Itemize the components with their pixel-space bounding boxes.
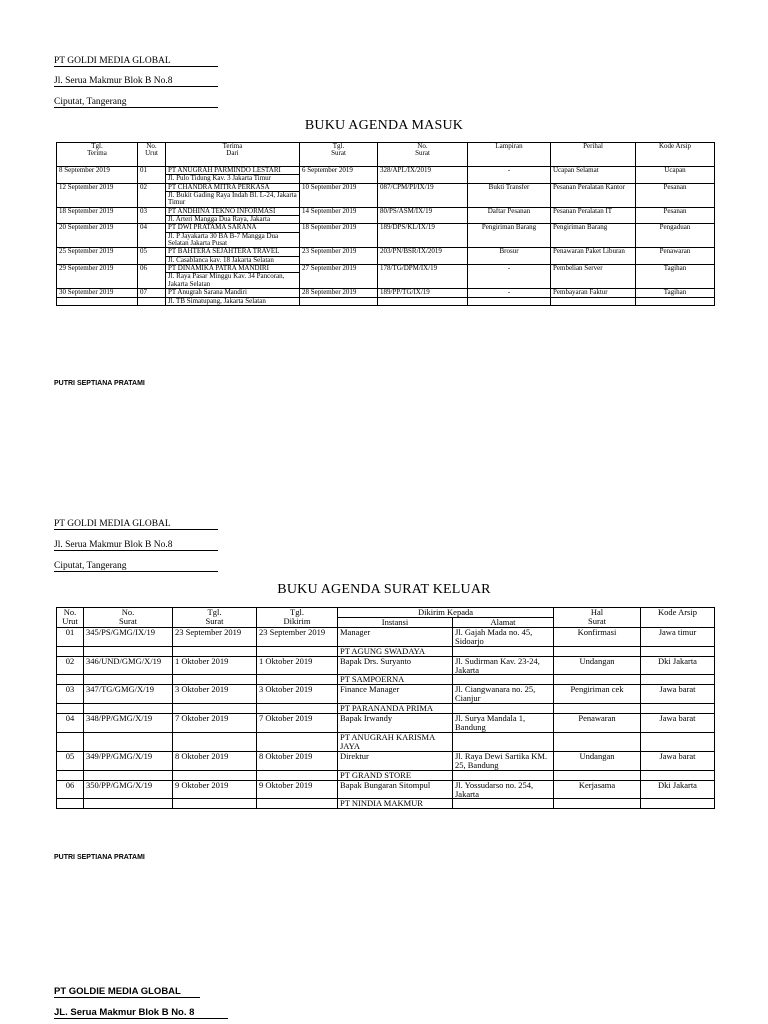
kode-arsip-cell: Jawa barat <box>641 714 715 733</box>
perihal-cell: Pesanan Peralatan IT <box>551 207 636 224</box>
signature-masuk: PUTRI SEPTIANA PRATAMI <box>54 380 145 387</box>
alamat-cell: Jl. Pulo Tidung Kav. 3 Jakarta Timur <box>166 175 300 183</box>
tgl-surat-cell: 27 September 2019 <box>300 265 378 289</box>
kode-arsip-cell: Pesanan <box>636 183 715 207</box>
table-row <box>57 265 715 273</box>
tgl-surat-cell: 1 Oktober 2019 <box>173 656 257 675</box>
lampiran-cell: - <box>468 167 551 184</box>
empty-cell <box>453 704 554 714</box>
tgl-dikirim-cell: 9 Oktober 2019 <box>257 780 338 799</box>
terima-dari-cell: PT ANDHINA TEKNO INFORMASI <box>166 207 300 215</box>
tgl-dikirim-cell: 1 Oktober 2019 <box>257 656 338 675</box>
table-row-org <box>57 675 715 685</box>
no-urut-cell: 06 <box>138 265 166 289</box>
empty-cell <box>554 770 641 780</box>
empty-cell <box>173 704 257 714</box>
tgl-surat-cell: 10 September 2019 <box>300 183 378 207</box>
empty-cell <box>554 646 641 656</box>
empty-cell <box>453 799 554 809</box>
terima-dari-cell: PT DWI PRATAMA SARANA <box>166 224 300 232</box>
table-row-org <box>57 732 715 751</box>
tgl-surat-cell: 8 Oktober 2019 <box>173 751 257 770</box>
empty-cell <box>173 675 257 685</box>
table-row-address <box>57 297 715 305</box>
tgl-terima-cell: 30 September 2019 <box>57 289 138 297</box>
empty-cell <box>378 297 468 305</box>
agenda-keluar-title: BUKU AGENDA SURAT KELUAR <box>277 582 491 597</box>
kode-arsip-cell: Jawa barat <box>641 685 715 704</box>
instansi-cell: Finance Manager <box>338 685 453 704</box>
no-urut-cell: 01 <box>57 627 84 646</box>
agenda-keluar-header-1 <box>57 608 715 618</box>
kode-arsip-cell: Dki Jakarta <box>641 656 715 675</box>
company-name-2: PT GOLDI MEDIA GLOBAL <box>54 519 218 530</box>
tgl-surat-cell: 14 September 2019 <box>300 207 378 224</box>
no-surat-cell: 203/PN/BSR/IX/2019 <box>378 248 468 265</box>
instansi-org-cell: PT SAMPOERNA <box>338 675 453 685</box>
empty-cell <box>453 732 554 751</box>
hal-surat-cell: Kerjasama <box>554 780 641 799</box>
empty-cell <box>173 646 257 656</box>
empty-cell <box>453 646 554 656</box>
perihal-cell: Pembelian Server <box>551 265 636 289</box>
kode-arsip-cell: Pesanan <box>636 207 715 224</box>
empty-cell <box>300 297 378 305</box>
instansi-cell: Bapak Drs. Suryanto <box>338 656 453 675</box>
perihal-cell: Pengiriman Barang <box>551 224 636 248</box>
lampiran-cell: Pengiriman Barang <box>468 224 551 248</box>
header-no-urut: No. Urut <box>138 143 166 167</box>
no-surat-cell: 328/APL/IX/2019 <box>378 167 468 184</box>
tgl-terima-cell: 20 September 2019 <box>57 224 138 248</box>
table-row-org <box>57 770 715 780</box>
empty-cell <box>84 770 173 780</box>
header-terima-dari: Terima Dari <box>166 143 300 167</box>
empty-cell <box>554 799 641 809</box>
empty-cell <box>57 297 138 305</box>
company-city: Ciputat, Tangerang <box>54 97 218 108</box>
company-address-2: Jl. Serua Makmur Blok B No.8 <box>54 540 218 551</box>
empty-cell <box>84 799 173 809</box>
alamat-cell: Jl. Casablanca kav. 18 Jakarta Selatan <box>166 256 300 264</box>
no-surat-cell: 346/UND/GMG/X/19 <box>84 656 173 675</box>
empty-cell <box>57 732 84 751</box>
table-row-org <box>57 799 715 809</box>
empty-cell <box>84 646 173 656</box>
empty-cell <box>84 732 173 751</box>
perihal-cell: Pesanan Peralatan Kantor <box>551 183 636 207</box>
lampiran-cell: Daftar Pesanan <box>468 207 551 224</box>
kode-arsip-cell: Tagihan <box>636 289 715 297</box>
header-perihal: Perihal <box>551 143 636 167</box>
no-surat-cell: 178/TG/DPM/IX/19 <box>378 265 468 289</box>
footer-company: PT GOLDIE MEDIA GLOBAL <box>54 986 200 998</box>
lampiran-cell: Brosur <box>468 248 551 265</box>
no-urut-cell: 01 <box>138 167 166 184</box>
alamat-cell: Jl. Bukit Gading Raya Indah Bl. L-24, Jakarta Timur <box>166 192 300 208</box>
signature-keluar: PUTRI SEPTIANA PRATAMI <box>54 854 145 861</box>
empty-cell <box>57 675 84 685</box>
company-city-2: Ciputat, Tangerang <box>54 561 218 572</box>
no-urut-cell: 02 <box>138 183 166 207</box>
no-urut-cell: 02 <box>57 656 84 675</box>
header-tgl-dikirim: Tgl. Dikirim <box>257 608 338 628</box>
tgl-surat-cell: 28 September 2019 <box>300 289 378 297</box>
header-no-surat: No. Surat <box>84 608 173 628</box>
tgl-surat-cell: 9 Oktober 2019 <box>173 780 257 799</box>
terima-dari-cell: PT ANUGRAH PARMINDO LESTARI <box>166 167 300 175</box>
no-surat-cell: 348/PP/GMG/X/19 <box>84 714 173 733</box>
alamat-cell: Jl. Yossudarso no. 254, Jakarta <box>453 780 554 799</box>
no-surat-cell: 345/PS/GMG/IX/19 <box>84 627 173 646</box>
lampiran-cell: Bukti Transfer <box>468 183 551 207</box>
empty-cell <box>257 646 338 656</box>
empty-cell <box>554 675 641 685</box>
no-urut-cell: 04 <box>57 714 84 733</box>
no-surat-cell: 349/PP/GMG/X/19 <box>84 751 173 770</box>
tgl-terima-cell: 12 September 2019 <box>57 183 138 207</box>
tgl-surat-cell: 23 September 2019 <box>300 248 378 265</box>
kode-arsip-cell: Jawa barat <box>641 751 715 770</box>
table-row <box>57 167 715 175</box>
lampiran-cell: - <box>468 265 551 289</box>
empty-cell <box>138 297 166 305</box>
empty-cell <box>57 799 84 809</box>
empty-cell <box>84 704 173 714</box>
tgl-terima-cell: 18 September 2019 <box>57 207 138 224</box>
empty-cell <box>173 799 257 809</box>
no-urut-cell: 03 <box>138 207 166 224</box>
tgl-dikirim-cell: 8 Oktober 2019 <box>257 751 338 770</box>
tgl-surat-cell: 3 Oktober 2019 <box>173 685 257 704</box>
kode-arsip-cell: Dki Jakarta <box>641 780 715 799</box>
table-row <box>57 714 715 733</box>
empty-cell <box>257 704 338 714</box>
empty-cell <box>57 704 84 714</box>
kode-arsip-cell: Ucapan <box>636 167 715 184</box>
agenda-masuk-table <box>56 142 715 306</box>
company-address: Jl. Serua Makmur Blok B No.8 <box>54 76 218 87</box>
agenda-keluar-table <box>56 607 715 809</box>
empty-cell <box>257 732 338 751</box>
empty-cell <box>468 297 551 305</box>
no-urut-cell: 07 <box>138 289 166 297</box>
empty-cell <box>173 732 257 751</box>
perihal-cell: Ucapan Selamat <box>551 167 636 184</box>
no-urut-cell: 03 <box>57 685 84 704</box>
table-row <box>57 685 715 704</box>
empty-cell <box>554 704 641 714</box>
alamat-cell: Jl. P Jayakarta 30 BA B-7 Mangga Dua Selatan Jakarta Pusat <box>166 232 300 248</box>
header-hal-surat: Hal Surat <box>554 608 641 628</box>
empty-cell <box>257 770 338 780</box>
alamat-cell: Jl. Gajah Mada no. 45, Sidoarjo <box>453 627 554 646</box>
alamat-cell: Jl. Ciangwanara no. 25, Cianjur <box>453 685 554 704</box>
empty-cell <box>641 732 715 751</box>
empty-cell <box>551 297 636 305</box>
table-row <box>57 183 715 191</box>
header-tgl-surat: Tgl. Surat <box>300 143 378 167</box>
alamat-cell: Jl. Raya Pasar Minggu Kav. 34 Pancoran, Jakarta Selatan <box>166 273 300 289</box>
empty-cell <box>554 732 641 751</box>
instansi-org-cell: PT AGUNG SWADAYA <box>338 646 453 656</box>
header-instansi: Instansi <box>338 617 453 627</box>
table-row <box>57 627 715 646</box>
instansi-org-cell: PT GRAND STORE <box>338 770 453 780</box>
perihal-cell: Pembayaran Faktur <box>551 289 636 297</box>
empty-cell <box>173 770 257 780</box>
table-row <box>57 224 715 232</box>
kode-arsip-cell: Pengaduan <box>636 224 715 248</box>
hal-surat-cell: Penawaran <box>554 714 641 733</box>
no-urut-cell: 04 <box>138 224 166 248</box>
empty-cell <box>257 675 338 685</box>
table-row <box>57 780 715 799</box>
tgl-terima-cell: 8 September 2019 <box>57 167 138 184</box>
alamat-cell: Jl. Surya Mandala 1, Bandung <box>453 714 554 733</box>
table-row <box>57 207 715 215</box>
tgl-dikirim-cell: 7 Oktober 2019 <box>257 714 338 733</box>
tgl-terima-cell: 25 September 2019 <box>57 248 138 265</box>
empty-cell <box>57 770 84 780</box>
kode-arsip-cell: Penawaran <box>636 248 715 265</box>
empty-cell <box>636 297 715 305</box>
table-row <box>57 248 715 256</box>
empty-cell <box>641 770 715 780</box>
tgl-terima-cell: 29 September 2019 <box>57 265 138 289</box>
no-urut-cell: 06 <box>57 780 84 799</box>
hal-surat-cell: Konfirmasi <box>554 627 641 646</box>
header-lampiran: Lampiran <box>468 143 551 167</box>
agenda-masuk-title: BUKU AGENDA MASUK <box>304 118 464 133</box>
hal-surat-cell: Undangan <box>554 751 641 770</box>
terima-dari-cell: PT CHANDRA MITRA PERKASA <box>166 183 300 191</box>
footer-address: JL. Serua Makmur Blok B No. 8 <box>54 1007 228 1019</box>
instansi-cell: Direktur <box>338 751 453 770</box>
company-name: PT GOLDI MEDIA GLOBAL <box>54 56 218 67</box>
no-urut-cell: 05 <box>57 751 84 770</box>
no-surat-cell: 347/TG/GMG/X/19 <box>84 685 173 704</box>
instansi-cell: Manager <box>338 627 453 646</box>
empty-cell <box>641 675 715 685</box>
lampiran-cell: - <box>468 289 551 297</box>
header-tgl-terima: Tgl. Terima <box>57 143 138 167</box>
table-row-org <box>57 704 715 714</box>
table-row <box>57 656 715 675</box>
alamat-cell: Jl. Sudirman Kav. 23-24, Jakarta <box>453 656 554 675</box>
hal-surat-cell: Pengiriman cek <box>554 685 641 704</box>
empty-cell <box>57 646 84 656</box>
header-no-urut: No. Urut <box>57 608 84 628</box>
alamat-cell: Jl. Raya Dewi Sartika KM. 25, Bandung <box>453 751 554 770</box>
empty-cell <box>641 646 715 656</box>
tgl-surat-cell: 18 September 2019 <box>300 224 378 248</box>
no-surat-cell: 189/PP/TG/IX/19 <box>378 289 468 297</box>
empty-cell <box>641 799 715 809</box>
no-surat-cell: 80/PS/ASM/IX/19 <box>378 207 468 224</box>
instansi-cell: Bapak Irwandy <box>338 714 453 733</box>
empty-cell <box>453 675 554 685</box>
alamat-cell: Jl. TB Simatupang, Jakarta Selatan <box>166 297 300 305</box>
table-row <box>57 751 715 770</box>
perihal-cell: Penawaran Paket Liburan <box>551 248 636 265</box>
tgl-dikirim-cell: 3 Oktober 2019 <box>257 685 338 704</box>
no-surat-cell: 350/PP/GMG/X/19 <box>84 780 173 799</box>
header-alamat: Alamat <box>453 617 554 627</box>
header-kode-arsip: Kode Arsip <box>641 608 715 628</box>
empty-cell <box>257 799 338 809</box>
tgl-surat-cell: 7 Oktober 2019 <box>173 714 257 733</box>
header-dikirim-kepada: Dikirim Kepada <box>338 608 554 618</box>
no-surat-cell: 189/DPS/KL/IX/19 <box>378 224 468 248</box>
terima-dari-cell: PT BAHTERA SEJAHTERA TRAVEL <box>166 248 300 256</box>
table-row <box>57 289 715 297</box>
header-kode-arsip: Kode Arsip <box>636 143 715 167</box>
empty-cell <box>641 704 715 714</box>
header-no-surat: No. Surat <box>378 143 468 167</box>
terima-dari-cell: PT Anugrah Sarana Mandiri <box>166 289 300 297</box>
table-row-org <box>57 646 715 656</box>
hal-surat-cell: Undangan <box>554 656 641 675</box>
empty-cell <box>84 675 173 685</box>
tgl-dikirim-cell: 23 September 2019 <box>257 627 338 646</box>
kode-arsip-cell: Tagihan <box>636 265 715 289</box>
no-urut-cell: 05 <box>138 248 166 265</box>
kode-arsip-cell: Jawa timur <box>641 627 715 646</box>
header-tgl-surat: Tgl. Surat <box>173 608 257 628</box>
tgl-surat-cell: 6 September 2019 <box>300 167 378 184</box>
instansi-org-cell: PT NINDIA MAKMUR <box>338 799 453 809</box>
agenda-masuk-header <box>57 143 715 167</box>
no-surat-cell: 087/CPM/PI/IX/19 <box>378 183 468 207</box>
instansi-org-cell: PT ANUGRAH KARISMA JAYA <box>338 732 453 751</box>
instansi-org-cell: PT PARANANDA PRIMA <box>338 704 453 714</box>
empty-cell <box>453 770 554 780</box>
instansi-cell: Bapak Bungaran Sitompul <box>338 780 453 799</box>
terima-dari-cell: PT DINAMIKA PATRA MANDIRI <box>166 265 300 273</box>
alamat-cell: Jl. Arteri Mangga Dua Raya, Jakarta <box>166 216 300 224</box>
tgl-surat-cell: 23 September 2019 <box>173 627 257 646</box>
